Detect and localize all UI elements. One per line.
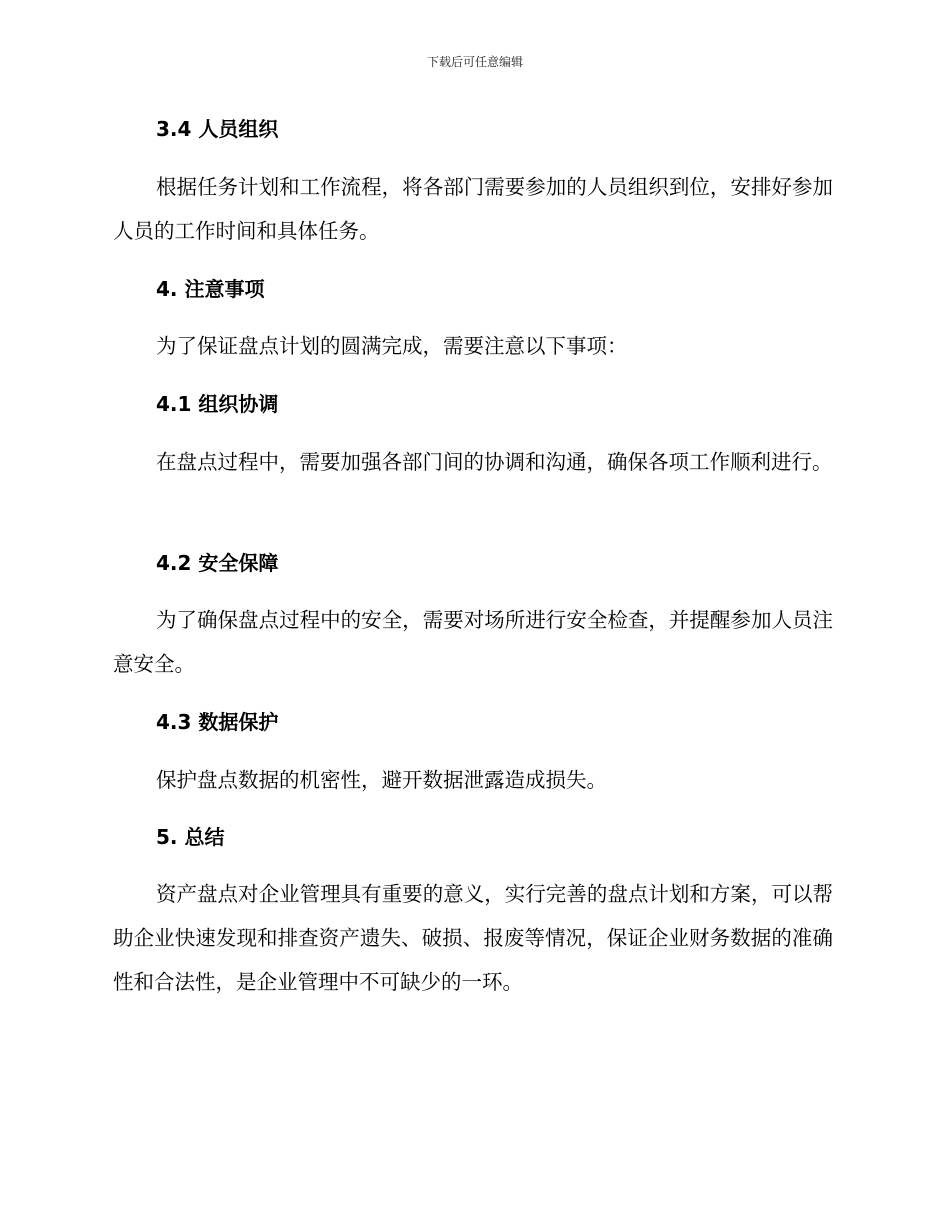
heading-4-1-coordination: 4.1 组织协调 <box>156 392 279 416</box>
heading-4-notes: 4. 注意事项 <box>156 277 265 301</box>
paragraph-notes-intro: 为了保证盘点计划的圆满完成，需要注意以下事项： <box>156 334 628 358</box>
paragraph-summary: 资产盘点对企业管理具有重要的意义，实行完善的盘点计划和方案，可以帮助企业快速发现和排查资产遗失、破损、报废等情况，保证企业财务数据的准确性和合法性，是企业管理中不可缺少的一环。 <box>113 882 833 994</box>
page-header: 下载后可任意编辑 <box>426 55 523 69</box>
heading-5-summary: 5. 总结 <box>156 825 225 849</box>
heading-3-4-personnel: 3.4 人员组织 <box>156 117 279 141</box>
paragraph-coordination: 在盘点过程中，需要加强各部门间的协调和沟通，确保各项工作顺利进行。 <box>156 450 833 474</box>
heading-4-2-safety: 4.2 安全保障 <box>156 551 279 575</box>
paragraph-safety: 为了确保盘点过程中的安全，需要对场所进行安全检查，并提醒参加人员注意安全。 <box>113 608 833 676</box>
paragraph-data-protection: 保护盘点数据的机密性，避开数据泄露造成损失。 <box>156 768 607 792</box>
paragraph-personnel: 根据任务计划和工作流程，将各部门需要参加的人员组织到位，安排好参加人员的工作时间和具体任务。 <box>113 175 833 243</box>
heading-4-3-data-protection: 4.3 数据保护 <box>156 710 279 734</box>
